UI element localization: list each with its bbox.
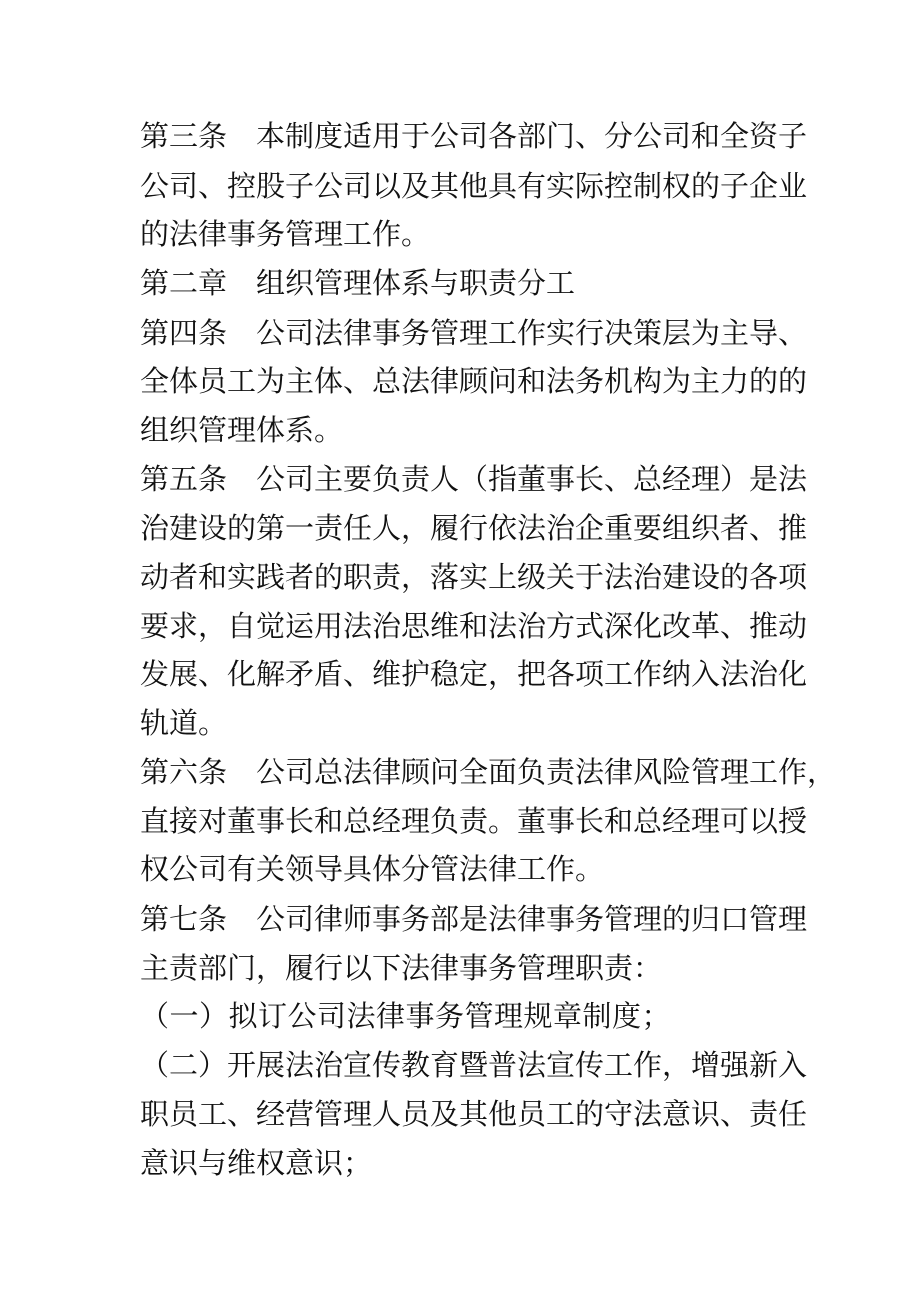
- text-line: 轨道。: [140, 706, 228, 740]
- text-line: 权公司有关领导具体分管法律工作。: [140, 852, 605, 886]
- text-line: 第七条 公司律师事务部是法律事务管理的归口管理: [140, 902, 808, 936]
- text-line: 第三条 本制度适用于公司各部门、分公司和全资子: [140, 119, 808, 153]
- text-line: 直接对董事长和总经理负责。董事长和总经理可以授: [140, 804, 808, 838]
- chapter-heading: 第二章 组织管理体系与职责分工: [140, 266, 576, 300]
- text-line: 组织管理体系。: [140, 413, 344, 447]
- text-line: 要求，自觉运用法治思维和法治方式深化改革、推动: [140, 609, 808, 643]
- list-item-line: （一）拟订公司法律事务管理规章制度；: [140, 999, 672, 1033]
- text-line: 的法律事务管理工作。: [140, 217, 431, 251]
- text-line: 发展、化解矛盾、维护稳定，把各项工作纳入法治化: [140, 657, 808, 691]
- text-line: 第六条 公司总法律顾问全面负责法律风险管理工作，: [140, 755, 837, 789]
- text-line: 全体员工为主体、总法律顾问和法务机构为主力的的: [140, 364, 808, 398]
- text-line: 主责部门，履行以下法律事务管理职责：: [140, 951, 663, 985]
- text-line: 治建设的第一责任人，履行依法治企重要组织者、推: [140, 511, 808, 545]
- text-line: 公司、控股子公司以及其他具有实际控制权的子企业: [140, 169, 808, 203]
- text-line: 第四条 公司法律事务管理工作实行决策层为主导、: [140, 316, 808, 350]
- text-line: 第五条 公司主要负责人（指董事长、总经理）是法: [140, 462, 808, 496]
- text-line: 意识与维权意识；: [140, 1146, 373, 1180]
- text-line: 职员工、经营管理人员及其他员工的守法意识、责任: [140, 1097, 808, 1131]
- list-item-line: （二）开展法治宣传教育暨普法宣传工作，增强新入: [140, 1048, 808, 1082]
- text-line: 动者和实践者的职责，落实上级关于法治建设的各项: [140, 560, 808, 594]
